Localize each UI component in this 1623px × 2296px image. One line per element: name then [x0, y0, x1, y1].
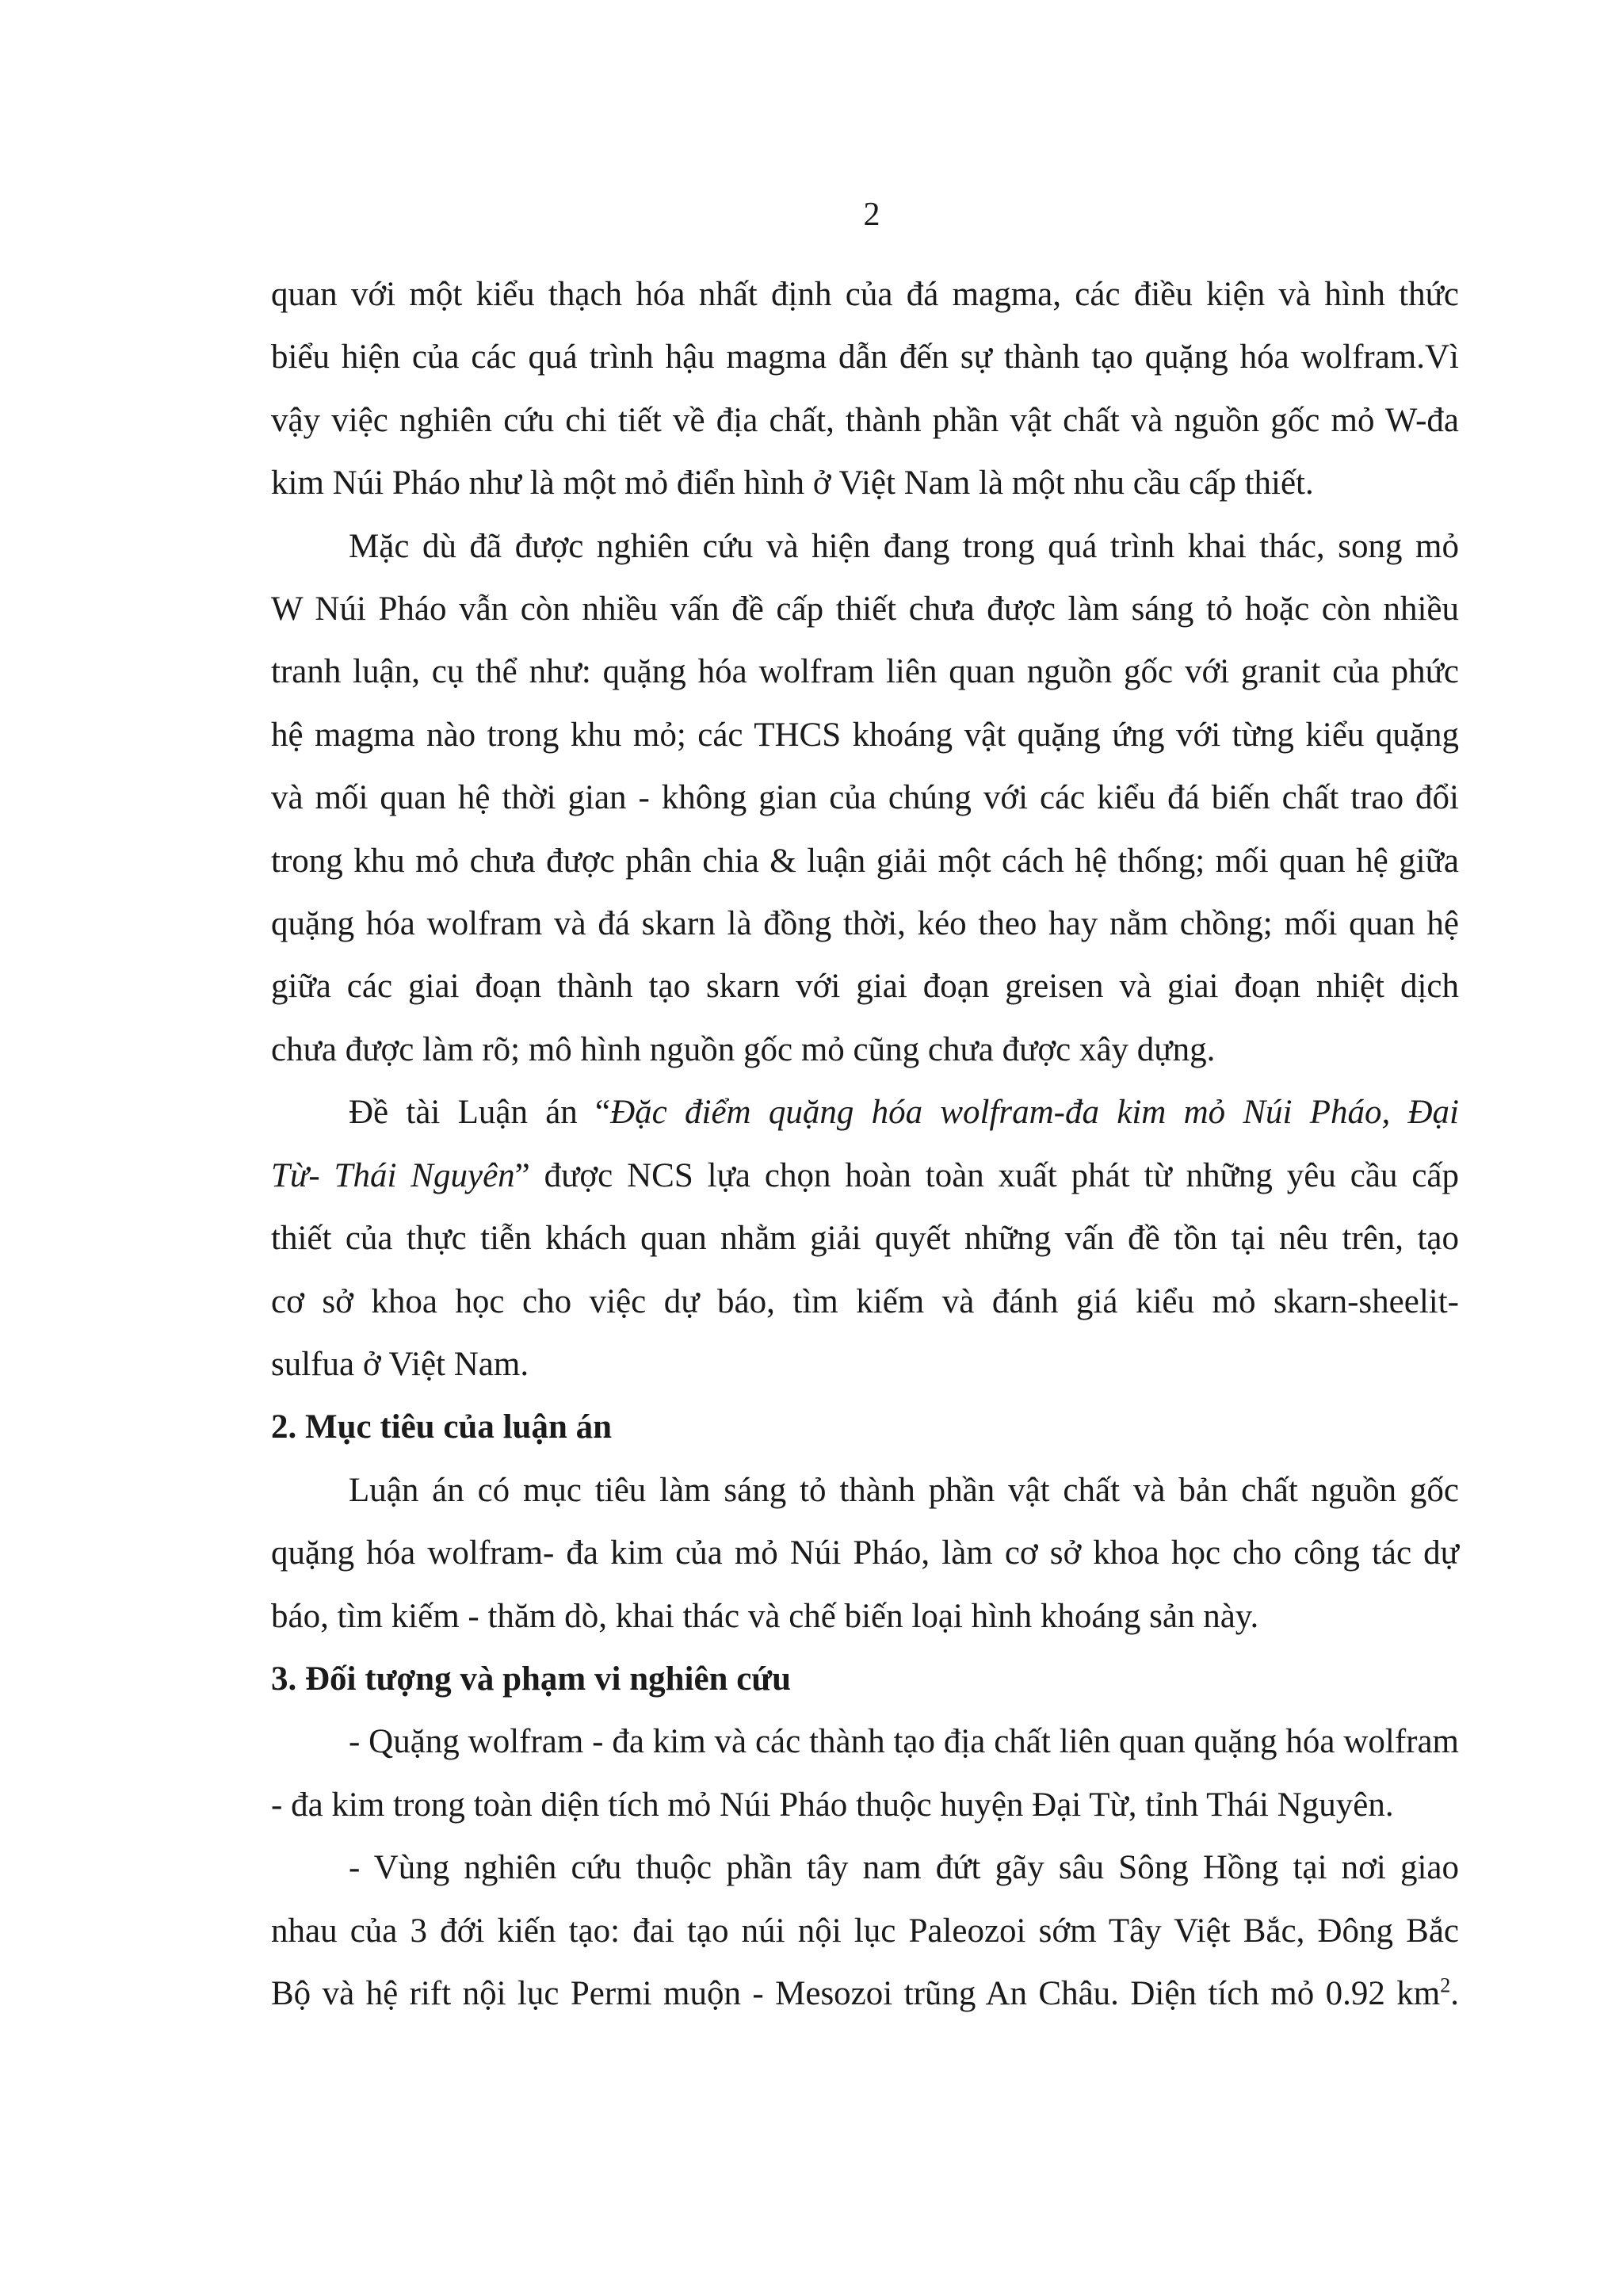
paragraph-thesis-topic [271, 1081, 1459, 1396]
document-body [271, 263, 1459, 2025]
text-line: Luận án có mục tiêu làm sáng tỏ thành phần vật chất và bản chất nguồn gốc [349, 1471, 1459, 1509]
thesis-title-italic: Từ- Thái Nguyên [271, 1156, 515, 1194]
text-line: - Vùng nghiên cứu thuộc phần tây nam đứt gãy sâu Sông Hồng tại nơi giao [349, 1849, 1459, 1887]
paragraph-objectives [271, 1459, 1459, 1648]
list-item-scope-area [271, 1836, 1459, 2025]
text-line: biểu hiện của các quá trình hậu magma dẫn đến sự thành tạo quặng hóa wolfram.Vì [271, 338, 1459, 376]
paragraph-intro-continuation [271, 263, 1459, 515]
text-line: - Quặng wolfram - đa kim và các thành tạo địa chất liên quan quặng hóa wolfram [349, 1723, 1459, 1761]
text-line: W Núi Pháo vẫn còn nhiều vấn đề cấp thiết chưa được làm sáng tỏ hoặc còn nhiều [271, 590, 1459, 628]
text-fragment: . [1450, 1974, 1459, 2012]
text-line: quặng hóa wolfram và đá skarn là đồng thời, kéo theo hay nằm chồng; mối quan hệ [271, 905, 1459, 943]
text-line: trong khu mỏ chưa được phân chia & luận giải một cách hệ thống; mối quan hệ giữa [271, 842, 1459, 880]
text-line: nhau của 3 đới kiến tạo: đai tạo núi nội lục Paleozoi sớm Tây Việt Bắc, Đông Bắc [271, 1912, 1459, 1950]
section-heading-scope: 3. Đối tượng và phạm vi nghiên cứu [271, 1660, 792, 1698]
text-line: Mặc dù đã được nghiên cứu và hiện đang trong quá trình khai thác, song mỏ [349, 527, 1459, 565]
superscript: 2 [1440, 1973, 1451, 1997]
text-line [271, 1144, 1459, 1207]
text-line: báo, tìm kiếm - thăm dò, khai thác và chế biến loại hình khoáng sản này. [271, 1597, 1259, 1635]
section-heading-objectives: 2. Mục tiêu của luận án [271, 1408, 613, 1446]
text-line [271, 1081, 1459, 1144]
text-line: - đa kim trong toàn diện tích mỏ Núi Pháo thuộc huyện Đại Từ, tỉnh Thái Nguyên. [271, 1786, 1394, 1824]
page-number: 2 [863, 197, 880, 233]
text-line: chưa được làm rõ; mô hình nguồn gốc mỏ cũng chưa được xây dựng. [271, 1030, 1216, 1068]
text-line: hệ magma nào trong khu mỏ; các THCS khoáng vật quặng ứng với từng kiểu quặng [271, 716, 1459, 754]
text-line [271, 1962, 1459, 2025]
text-fragment: ” được NCS lựa chọn hoàn toàn xuất phát từ những yêu cầu cấp [514, 1156, 1459, 1194]
text-line: giữa các giai đoạn thành tạo skarn với giai đoạn greisen và giai đoạn nhiệt dịch [271, 968, 1459, 1006]
text-line: thiết của thực tiễn khách quan nhằm giải quyết những vấn đề tồn tại nêu trên, tạo [271, 1220, 1459, 1258]
text-line: sulfua ở Việt Nam. [271, 1345, 529, 1383]
text-line: cơ sở khoa học cho việc dự báo, tìm kiếm và đánh giá kiểu mỏ skarn-sheelit- [271, 1282, 1459, 1320]
text-line: tranh luận, cụ thể như: quặng hóa wolfram liên quan nguồn gốc với granit của phức [271, 653, 1459, 691]
thesis-title-italic: Đặc điểm quặng hóa wolfram-đa kim mỏ Núi Pháo, Đại [610, 1094, 1460, 1132]
paragraph-open-issues [271, 515, 1459, 1082]
text-line: và mối quan hệ thời gian - không gian của chúng với các kiểu đá biến chất trao đổi [271, 779, 1459, 817]
text-line: quan với một kiểu thạch hóa nhất định của đá magma, các điều kiện và hình thức [271, 276, 1459, 313]
text-line: kim Núi Pháo như là một mỏ điển hình ở Việt Nam là một nhu cầu cấp thiết. [271, 464, 1314, 502]
list-item-scope-object [271, 1710, 1459, 1836]
text-line: vậy việc nghiên cứu chi tiết về địa chất, thành phần vật chất và nguồn gốc mỏ W-đa [271, 401, 1459, 439]
text-fragment: Bộ và hệ rift nội lục Permi muộn - Mesozoi trũng An Châu. Diện tích mỏ 0.92 km [271, 1974, 1441, 2012]
text-line: quặng hóa wolfram- đa kim của mỏ Núi Pháo, làm cơ sở khoa học cho công tác dự [271, 1534, 1459, 1572]
text-fragment: Đề tài Luận án “ [349, 1094, 611, 1132]
